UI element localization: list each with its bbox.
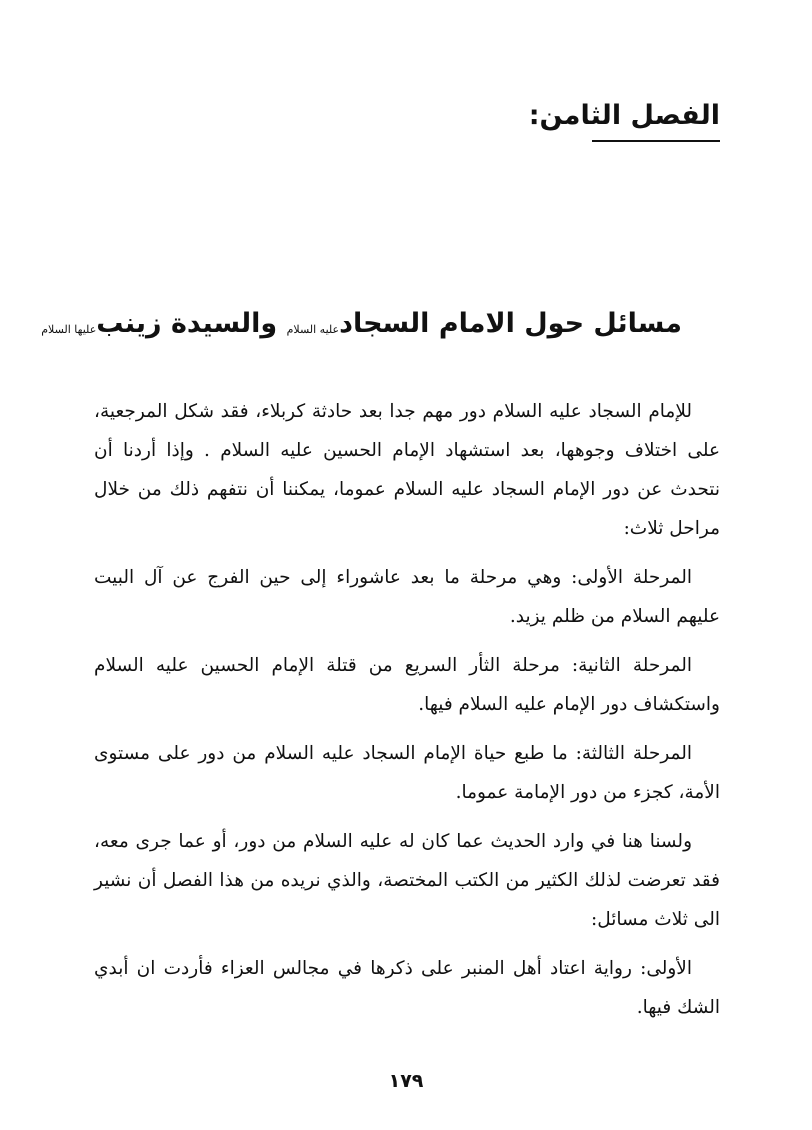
chapter-heading bbox=[528, 96, 720, 142]
section-title bbox=[41, 300, 682, 354]
section-title-part-1: مسائل حول الامام السجاد bbox=[339, 308, 682, 339]
honorific-1: عليه السلام bbox=[286, 323, 340, 336]
paragraph-scope: ولسنا هنا في وارد الحديث عما كان له عليه السلام من دور، أو عما جرى معه، فقد تعرضت لذلك الكثير من الكتب المختصة، والذي نريده من هذا الفصل أن نشير الى ثلاث مسائل: bbox=[94, 831, 720, 930]
paragraph-first-issue: الأولى: رواية اعتاد أهل المنبر على ذكرها في مجالس العزاء فأردت ان أبدي الشك فيها. bbox=[94, 958, 720, 1018]
paragraph-stage-2: المرحلة الثانية: مرحلة الثأر السريع من قتلة الإمام الحسين عليه السلام واستكشاف دور الإمام عليه السلام فيها. bbox=[94, 655, 720, 715]
paragraph-stage-3: المرحلة الثالثة: ما طبع حياة الإمام السجاد عليه السلام من دور على مستوى الأمة، كجزء من دور الإمامة عموما. bbox=[94, 743, 720, 803]
paragraph-intro: للإمام السجاد عليه السلام دور مهم جدا بعد حادثة كربلاء، فقد شكل المرجعية، على اختلاف وجوهها، بعد استشهاد الإمام الحسين عليه السلام . وإذا أردنا أن نتحدث عن دور الإمام السجاد عليه السلام عموما، يمكننا أن نتفهم ذلك من خلال مراحل ثلاث: bbox=[94, 401, 720, 539]
honorific-2: عليها السلام bbox=[41, 323, 97, 336]
body-text bbox=[94, 392, 720, 1037]
section-title-part-2: والسيدة زينب bbox=[96, 308, 278, 339]
page-number: ١٧٩ bbox=[388, 1070, 424, 1092]
chapter-title: الفصل الثامن: bbox=[528, 100, 720, 131]
chapter-underline bbox=[592, 140, 720, 142]
paragraph-stage-1: المرحلة الأولى: وهي مرحلة ما بعد عاشوراء إلى حين الفرج عن آل البيت عليهم السلام من ظلم يزيد. bbox=[94, 567, 720, 627]
